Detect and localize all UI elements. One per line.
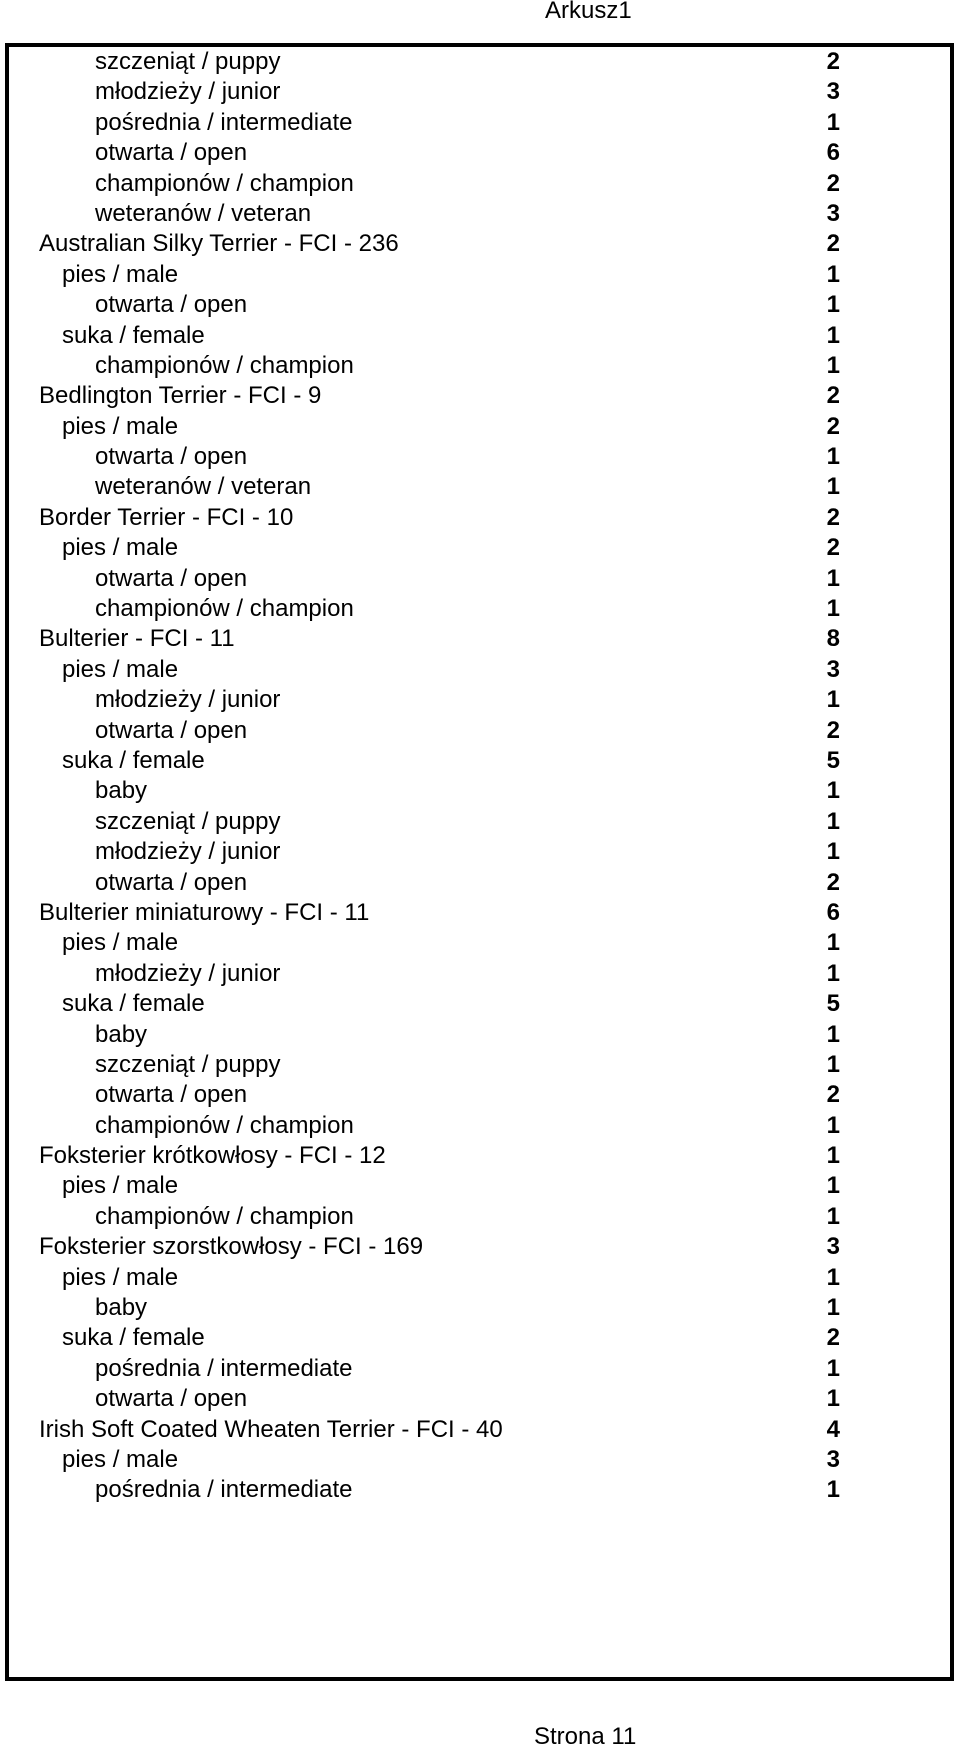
row-label: otwarta / open	[95, 564, 248, 592]
row-count: 2	[826, 230, 840, 258]
row-count: 2	[826, 48, 840, 75]
row-label: Bulterier miniaturowy - FCI - 11	[39, 898, 370, 926]
row-label: Bulterier - FCI - 11	[39, 625, 235, 653]
sex-row	[9, 1263, 950, 1293]
row-label: suka / female	[62, 990, 205, 1018]
row-count: 1	[826, 838, 840, 866]
class-row	[9, 1293, 950, 1323]
class-row	[9, 868, 950, 898]
row-label: otwarta / open	[95, 139, 248, 167]
results-table	[5, 43, 954, 1681]
row-count: 2	[826, 868, 840, 896]
class-row	[9, 1050, 950, 1080]
class-row	[9, 1080, 950, 1110]
row-count: 1	[826, 564, 840, 592]
class-row	[9, 1202, 950, 1232]
row-count: 2	[826, 716, 840, 744]
row-count: 6	[826, 139, 840, 167]
row-label: weteranów / veteran	[95, 473, 312, 501]
row-count: 1	[826, 777, 840, 805]
class-row	[9, 716, 950, 746]
row-count: 1	[826, 595, 840, 623]
class-row	[9, 169, 950, 199]
row-label: championów / champion	[95, 169, 354, 197]
row-count: 1	[826, 1476, 840, 1504]
sex-row	[9, 412, 950, 442]
row-label: otwarta / open	[95, 291, 248, 319]
sex-row	[9, 746, 950, 776]
class-row	[9, 685, 950, 715]
row-count: 2	[826, 1324, 840, 1352]
row-label: pies / male	[62, 655, 179, 683]
row-label: pośrednia / intermediate	[95, 1476, 353, 1504]
breed-row	[9, 1232, 950, 1262]
row-count: 1	[826, 291, 840, 319]
row-count: 2	[826, 534, 840, 562]
row-label: otwarta / open	[95, 868, 248, 896]
row-label: młodzieży / junior	[95, 686, 281, 714]
class-row	[9, 47, 950, 77]
row-count: 1	[826, 260, 840, 288]
class-row	[9, 959, 950, 989]
breed-row	[9, 381, 950, 411]
class-row	[9, 138, 950, 168]
class-row	[9, 776, 950, 806]
row-count: 8	[826, 625, 840, 653]
row-label: młodzieży / junior	[95, 959, 281, 987]
row-label: pośrednia / intermediate	[95, 108, 353, 136]
class-row	[9, 594, 950, 624]
sex-row	[9, 1323, 950, 1353]
row-label: pies / male	[62, 412, 179, 440]
row-label: młodzieży / junior	[95, 78, 281, 106]
row-count: 1	[826, 351, 840, 379]
sex-row	[9, 928, 950, 958]
class-row	[9, 1020, 950, 1050]
row-label: baby	[95, 1020, 148, 1048]
row-count: 1	[826, 1354, 840, 1382]
row-label: Bedlington Terrier - FCI - 9	[39, 382, 322, 410]
sex-row	[9, 533, 950, 563]
breed-row	[9, 898, 950, 928]
class-row	[9, 77, 950, 107]
sheet-name-header: Arkusz1	[545, 0, 632, 24]
sex-row	[9, 989, 950, 1019]
row-count: 1	[826, 1263, 840, 1291]
row-label: szczeniąt / puppy	[95, 48, 281, 75]
row-count: 1	[826, 1020, 840, 1048]
row-count: 1	[826, 1050, 840, 1078]
row-label: Foksterier krótkowłosy - FCI - 12	[39, 1142, 386, 1170]
row-label: otwarta / open	[95, 443, 248, 471]
row-count: 5	[826, 746, 840, 774]
sex-row	[9, 321, 950, 351]
row-count: 1	[826, 1142, 840, 1170]
row-label: Border Terrier - FCI - 10	[39, 503, 294, 531]
row-count: 1	[826, 1385, 840, 1413]
sex-row	[9, 1445, 950, 1475]
row-label: suka / female	[62, 321, 205, 349]
row-label: pies / male	[62, 260, 179, 288]
class-row	[9, 1111, 950, 1141]
class-row	[9, 807, 950, 837]
class-row	[9, 472, 950, 502]
row-label: pośrednia / intermediate	[95, 1354, 353, 1382]
breed-row	[9, 503, 950, 533]
row-label: Foksterier szorstkowłosy - FCI - 169	[39, 1233, 424, 1261]
row-count: 1	[826, 807, 840, 835]
row-count: 1	[826, 321, 840, 349]
class-row	[9, 1354, 950, 1384]
row-count: 3	[826, 1445, 840, 1473]
row-label: suka / female	[62, 746, 205, 774]
row-count: 1	[826, 1172, 840, 1200]
breed-row	[9, 1141, 950, 1171]
breed-row	[9, 624, 950, 654]
breed-row	[9, 229, 950, 259]
class-row	[9, 108, 950, 138]
row-count: 2	[826, 382, 840, 410]
row-label: szczeniąt / puppy	[95, 1050, 281, 1078]
row-label: Australian Silky Terrier - FCI - 236	[39, 230, 399, 258]
row-label: suka / female	[62, 1324, 205, 1352]
class-row	[9, 1384, 950, 1414]
row-count: 1	[826, 108, 840, 136]
row-label: baby	[95, 1294, 148, 1322]
class-row	[9, 290, 950, 320]
class-row	[9, 351, 950, 381]
row-count: 1	[826, 1111, 840, 1139]
breed-row	[9, 1415, 950, 1445]
class-row	[9, 837, 950, 867]
row-count: 1	[826, 929, 840, 957]
row-count: 1	[826, 473, 840, 501]
row-label: weteranów / veteran	[95, 199, 312, 227]
row-label: championów / champion	[95, 351, 354, 379]
row-count: 3	[826, 1233, 840, 1261]
row-count: 1	[826, 1294, 840, 1322]
row-label: pies / male	[62, 1263, 179, 1291]
sex-row	[9, 260, 950, 290]
row-count: 1	[826, 686, 840, 714]
row-label: championów / champion	[95, 1202, 354, 1230]
row-label: championów / champion	[95, 595, 354, 623]
row-count: 1	[826, 959, 840, 987]
row-label: otwarta / open	[95, 716, 248, 744]
row-count: 1	[826, 443, 840, 471]
row-label: pies / male	[62, 1172, 179, 1200]
row-label: baby	[95, 777, 148, 805]
row-count: 4	[826, 1415, 840, 1443]
row-count: 6	[826, 898, 840, 926]
class-row	[9, 199, 950, 229]
row-count: 2	[826, 169, 840, 197]
row-label: młodzieży / junior	[95, 838, 281, 866]
row-label: szczeniąt / puppy	[95, 807, 281, 835]
row-count: 3	[826, 199, 840, 227]
sex-row	[9, 1171, 950, 1201]
sex-row	[9, 655, 950, 685]
row-count: 2	[826, 503, 840, 531]
row-count: 3	[826, 78, 840, 106]
row-label: pies / male	[62, 929, 179, 957]
row-count: 5	[826, 990, 840, 1018]
row-count: 2	[826, 1081, 840, 1109]
page-number-footer: Strona 11	[534, 1723, 637, 1750]
row-label: otwarta / open	[95, 1385, 248, 1413]
row-label: otwarta / open	[95, 1081, 248, 1109]
row-count: 3	[826, 655, 840, 683]
class-row	[9, 442, 950, 472]
row-label: pies / male	[62, 1445, 179, 1473]
class-row	[9, 564, 950, 594]
row-count: 1	[826, 1202, 840, 1230]
table-body	[9, 47, 950, 1506]
class-row	[9, 1475, 950, 1505]
row-label: Irish Soft Coated Wheaten Terrier - FCI - 40	[39, 1415, 503, 1443]
row-label: championów / champion	[95, 1111, 354, 1139]
row-label: pies / male	[62, 534, 179, 562]
row-count: 2	[826, 412, 840, 440]
